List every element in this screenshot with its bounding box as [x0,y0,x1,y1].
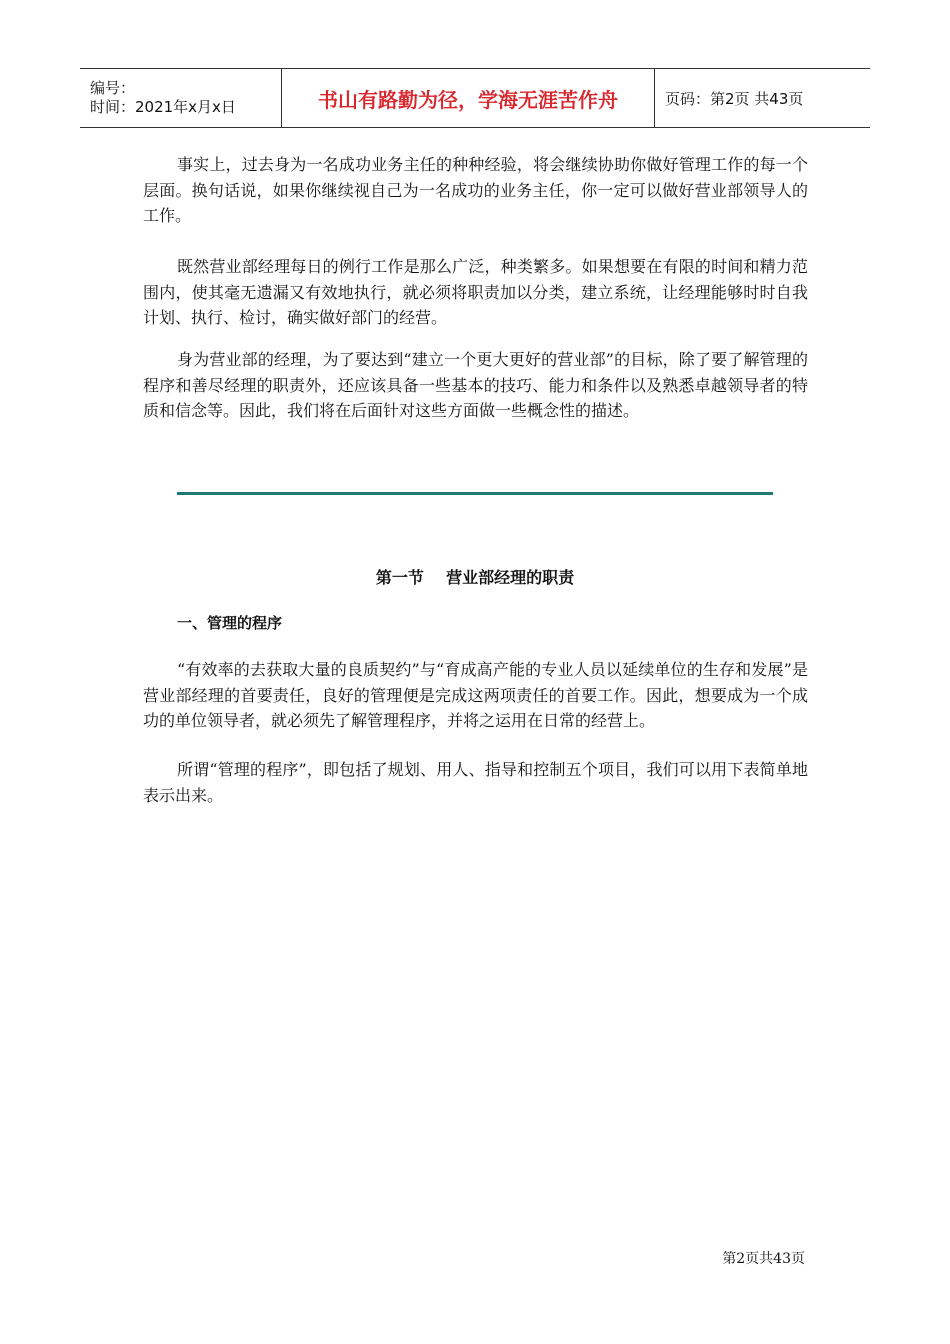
section-title: 第一节 营业部经理的职责 [375,568,575,587]
page-header [80,68,870,128]
header-motto: 书山有路勤为径，学海无涯苦作舟 [318,87,618,112]
time-label: 时间：2021年x月x日 [90,98,236,116]
number-label: 编号： [90,79,136,97]
header-meta [80,69,282,127]
header-motto-cell [282,69,655,127]
body-paragraph: 身为营业部的经理，为了要达到“建立一个更大更好的营业部”的目标，除了要了解管理的程序和善尽经理的职责外，还应该具备一些基本的技巧、能力和条件以及熟悉卓越领导者的特质和信念等。因此，我们将在后面针对这些方面做一些概念性的描述。 [143,350,808,420]
subsection-title: 一、管理的程序 [177,614,283,632]
header-page-cell [655,69,870,127]
body-paragraph: 既然营业部经理每日的例行工作是那么广泛，种类繁多。如果想要在有限的时间和精力范围内，使其毫无遗漏又有效地执行，就必须将职责加以分类，建立系统，让经理能够时时自我计划、执行、检讨，确实做好部门的经营。 [143,257,808,327]
body-paragraph: “有效率的去获取大量的良质契约”与“育成高产能的专业人员以延续单位的生存和发展”是营业部经理的首要责任，良好的管理便是完成这两项责任的首要工作。因此，想要成为一个成功的单位领导者，就必须先了解管理程序，并将之运用在日常的经营上。 [143,660,808,730]
body-paragraph: 所谓“管理的程序”，即包括了规划、用人、指导和控制五个项目，我们可以用下表简单地表示出来。 [143,760,808,805]
body-paragraph: 事实上，过去身为一名成功业务主任的种种经验，将会继续协助你做好管理工作的每一个层面。换句话说，如果你继续视自己为一名成功的业务主任，你一定可以做好营业部领导人的工作。 [143,155,808,225]
page-footer: 第2页共43页 [722,1251,805,1267]
section-divider [177,492,773,495]
header-page-info: 页码：第2页 共43页 [665,89,804,108]
